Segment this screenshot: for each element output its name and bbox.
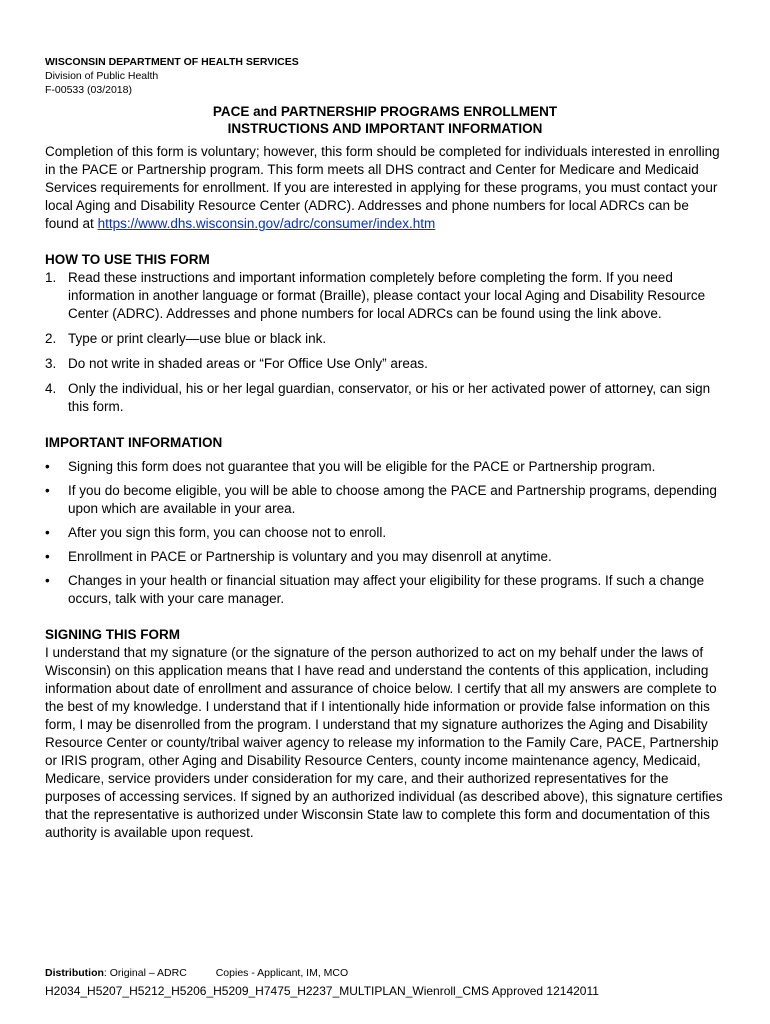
- agency-name: WISCONSIN DEPARTMENT OF HEALTH SERVICES: [45, 56, 299, 68]
- bullet-icon: •: [45, 459, 50, 474]
- title-line-1: PACE and PARTNERSHIP PROGRAMS ENROLLMENT: [212, 104, 558, 119]
- bullet-icon: •: [45, 549, 50, 564]
- list-text: Changes in your health or financial situation may affect your eligibility for these programs. If such a change occurs, talk with your care manager.: [68, 573, 705, 606]
- distribution-value: : Original – ADRC: [103, 967, 187, 979]
- signing-paragraph: I understand that my signature (or the signature of the person authorized to act on my behalf under the laws of Wisconsin) on this application means that I have read and understand the contents of this application, including information about date of enrollment and assurance of choice below. I certify that all my answers are complete to the best of my knowledge. I understand that if I intentionally hide information or provide false information on this form, I may be disenrolled from the program. I understand that my signature authorizes the Aging and Disability Resource Center or county/tribal waiver agency to release my information to the Family Care, PACE, Partnership or IRIS program, other Aging and Disability Resource Centers, county income maintenance agency, Medicaid, Medicare, service providers under consideration for my care, and their authorized representatives for the purposes of accessing services. If signed by an authorized individual (as described above), this signature certifies that the representative is authorized under Wisconsin State law to complete this form and documentation of this authority is available upon request.: [45, 645, 723, 840]
- list-text: Do not write in shaded areas or “For Office Use Only” areas.: [68, 356, 428, 371]
- list-item: [45, 380, 725, 416]
- intro-paragraph: [45, 143, 725, 233]
- distribution-label: Distribution: [45, 967, 104, 979]
- list-item: [45, 330, 725, 348]
- form-number: F-00533 (03/2018): [45, 84, 132, 96]
- intro-text: Completion of this form is voluntary; however, this form should be completed for individuals interested in enrolling in the PACE or Partnership program. This form meets all DHS contract and Center for Medicare and Medicaid Services requirements for enrollment. If you are interested in applying for these programs, you must contact your local Aging and Disability Resource Center (ADRC). Addresses and phone numbers for local ADRCs can be found at: [45, 144, 720, 231]
- division-name: Division of Public Health: [45, 70, 159, 82]
- list-text: Signing this form does not guarantee that you will be eligible for the PACE or Partnership program.: [68, 459, 656, 474]
- bullet-icon: •: [45, 573, 50, 588]
- distribution-line: [45, 966, 725, 981]
- list-number: 2.: [45, 331, 57, 346]
- list-number: 3.: [45, 356, 57, 371]
- important-info-heading: IMPORTANT INFORMATION: [45, 435, 223, 450]
- approval-code: H2034_H5207_H5212_H5206_H5209_H7475_H2237_MULTIPLAN_Wienroll_CMS Approved 12142011: [45, 984, 599, 998]
- list-item: [45, 572, 725, 608]
- page-footer: [45, 966, 725, 999]
- list-text: Only the individual, his or her legal guardian, conservator, or his or her activated power of attorney, can sign this form.: [68, 381, 711, 414]
- how-to-use-heading: HOW TO USE THIS FORM: [45, 252, 210, 267]
- list-text: Type or print clearly—use blue or black ink.: [68, 331, 327, 346]
- signing-heading: SIGNING THIS FORM: [45, 627, 180, 642]
- list-item: [45, 458, 725, 476]
- list-text: If you do become eligible, you will be able to choose among the PACE and Partnership programs, depending upon which are available in your area.: [68, 483, 717, 516]
- list-number: 4.: [45, 381, 57, 396]
- list-item: [45, 355, 725, 373]
- list-item: [45, 548, 725, 566]
- copies-text: Copies - Applicant, IM, MCO: [215, 967, 349, 979]
- adrc-link[interactable]: https://www.dhs.wisconsin.gov/adrc/consumer/index.htm: [97, 216, 436, 231]
- list-item: [45, 482, 725, 518]
- list-item: [45, 524, 725, 542]
- bullet-icon: •: [45, 483, 50, 498]
- form-page: [45, 55, 725, 842]
- list-number: 1.: [45, 270, 57, 285]
- how-to-use-list: [45, 269, 725, 416]
- bullet-icon: •: [45, 525, 50, 540]
- list-text: Enrollment in PACE or Partnership is voluntary and you may disenroll at anytime.: [68, 549, 552, 564]
- important-info-list: [45, 458, 725, 608]
- list-item: [45, 269, 725, 323]
- page-title: [45, 103, 725, 137]
- list-text: Read these instructions and important information completely before completing the form. If you need information in another language or format (Braille), please contact your local Aging and Disability Resource Center (ADRC). Addresses and phone numbers for local ADRCs can be found using the link above.: [68, 270, 706, 321]
- list-text: After you sign this form, you can choose not to enroll.: [68, 525, 387, 540]
- title-line-2: INSTRUCTIONS AND IMPORTANT INFORMATION: [227, 121, 543, 136]
